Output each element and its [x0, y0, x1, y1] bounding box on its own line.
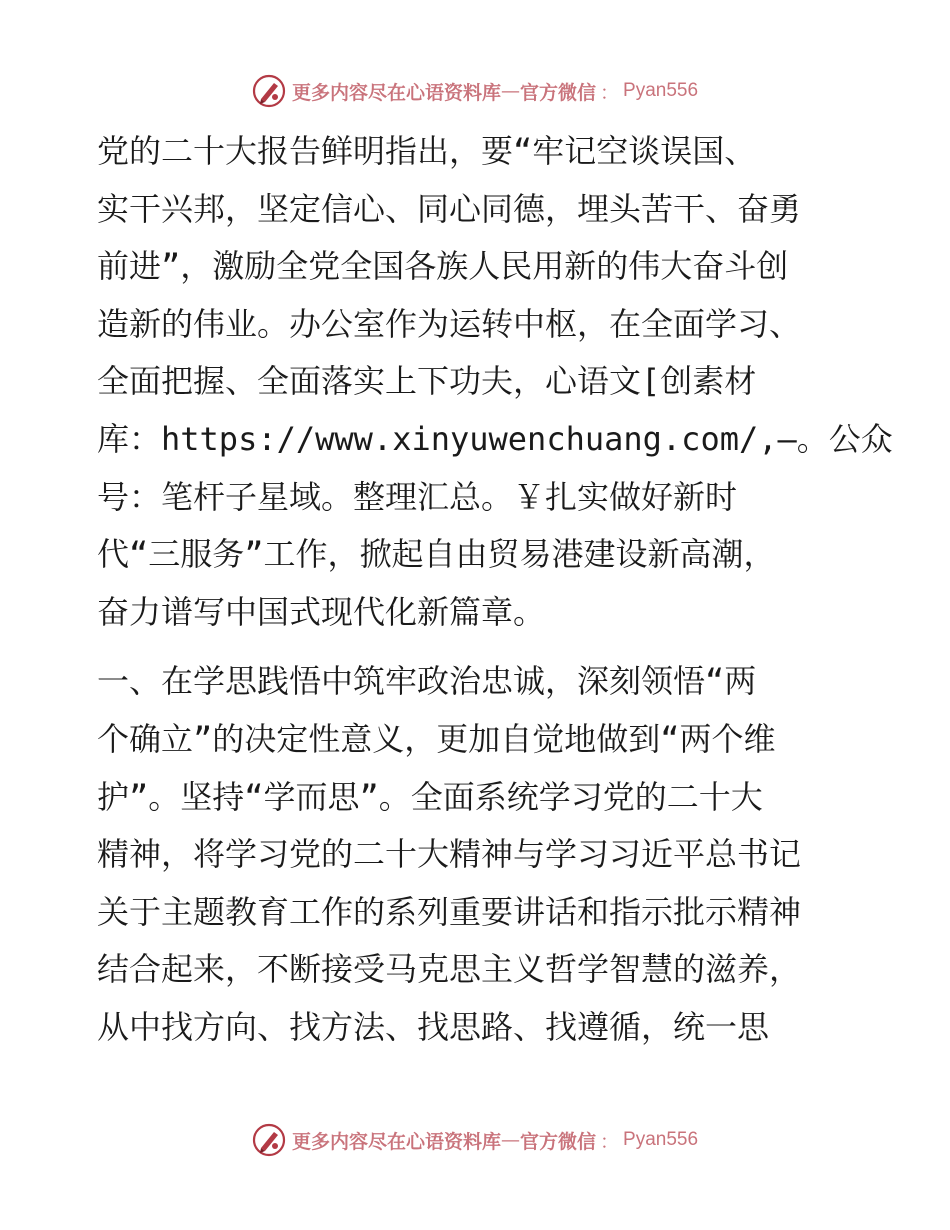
- text-line: 党的二十大报告鲜明指出，要“牢记空谈误国、: [97, 132, 757, 170]
- text-line: 造新的伟业。办公室作为运转中枢，在全面学习、: [97, 304, 802, 343]
- text-line: 前进”，激励全党全国各族人民用新的伟大奋斗创: [97, 247, 789, 286]
- text-line: 代“三服务”工作，掀起自由贸易港建设新高潮，: [97, 535, 776, 574]
- banner-separator: —: [500, 1129, 520, 1151]
- text-line: 实干兴邦，坚定信心、同心同德，埋头苦干、奋勇: [97, 189, 802, 228]
- text-line: 全面把握、全面落实上下功夫，心语文[创素材: [97, 362, 757, 401]
- banner-colon: ：: [600, 81, 620, 104]
- banner-label: 官方微信: [519, 1130, 596, 1153]
- banner-account: Pyan556: [623, 1129, 699, 1150]
- text-line: 奋力谱写中国式现代化新篇章。: [97, 592, 546, 631]
- paragraph-section-one: [97, 653, 853, 1056]
- banner-site-text: 更多内容尽在心语资料库: [291, 81, 501, 104]
- header-watermark-banner: [0, 71, 950, 111]
- text-line: 个确立”的决定性意义，更加自觉地做到“两个维: [97, 719, 776, 758]
- footer-watermark-banner: [0, 1120, 950, 1160]
- text-line: 护”。坚持“学而思”。全面系统学习党的二十大: [97, 777, 763, 816]
- banner-site-text: 更多内容尽在心语资料库: [291, 1130, 501, 1153]
- text-line: 关于主题教育工作的系列重要讲话和指示批示精神: [97, 892, 802, 931]
- text-line: 一、在学思践悟中筑牢政治忠诚，深刻领悟“两: [97, 662, 757, 701]
- text-line: 结合起来，不断接受马克思主义哲学智慧的滋养，: [97, 950, 802, 989]
- banner-colon: ：: [600, 1130, 620, 1153]
- text-line: 库：https://www.xinyuwenchuang.com/,—。公众: [97, 419, 893, 458]
- text-line: 从中找方向、找方法、找思路、找遵循，统一思: [97, 1007, 770, 1046]
- document-body: [97, 123, 893, 1057]
- pen-logo-icon: [252, 1123, 286, 1157]
- pen-logo-icon: [252, 74, 286, 108]
- banner-separator: —: [500, 80, 520, 102]
- text-line: 号：笔杆子星域。整理汇总。￥扎实做好新时: [97, 477, 738, 516]
- banner-label: 官方微信: [519, 81, 596, 104]
- text-line: 精神，将学习党的二十大精神与学习习近平总书记: [97, 835, 802, 874]
- paragraph-intro: [97, 123, 893, 641]
- banner-account: Pyan556: [623, 80, 699, 101]
